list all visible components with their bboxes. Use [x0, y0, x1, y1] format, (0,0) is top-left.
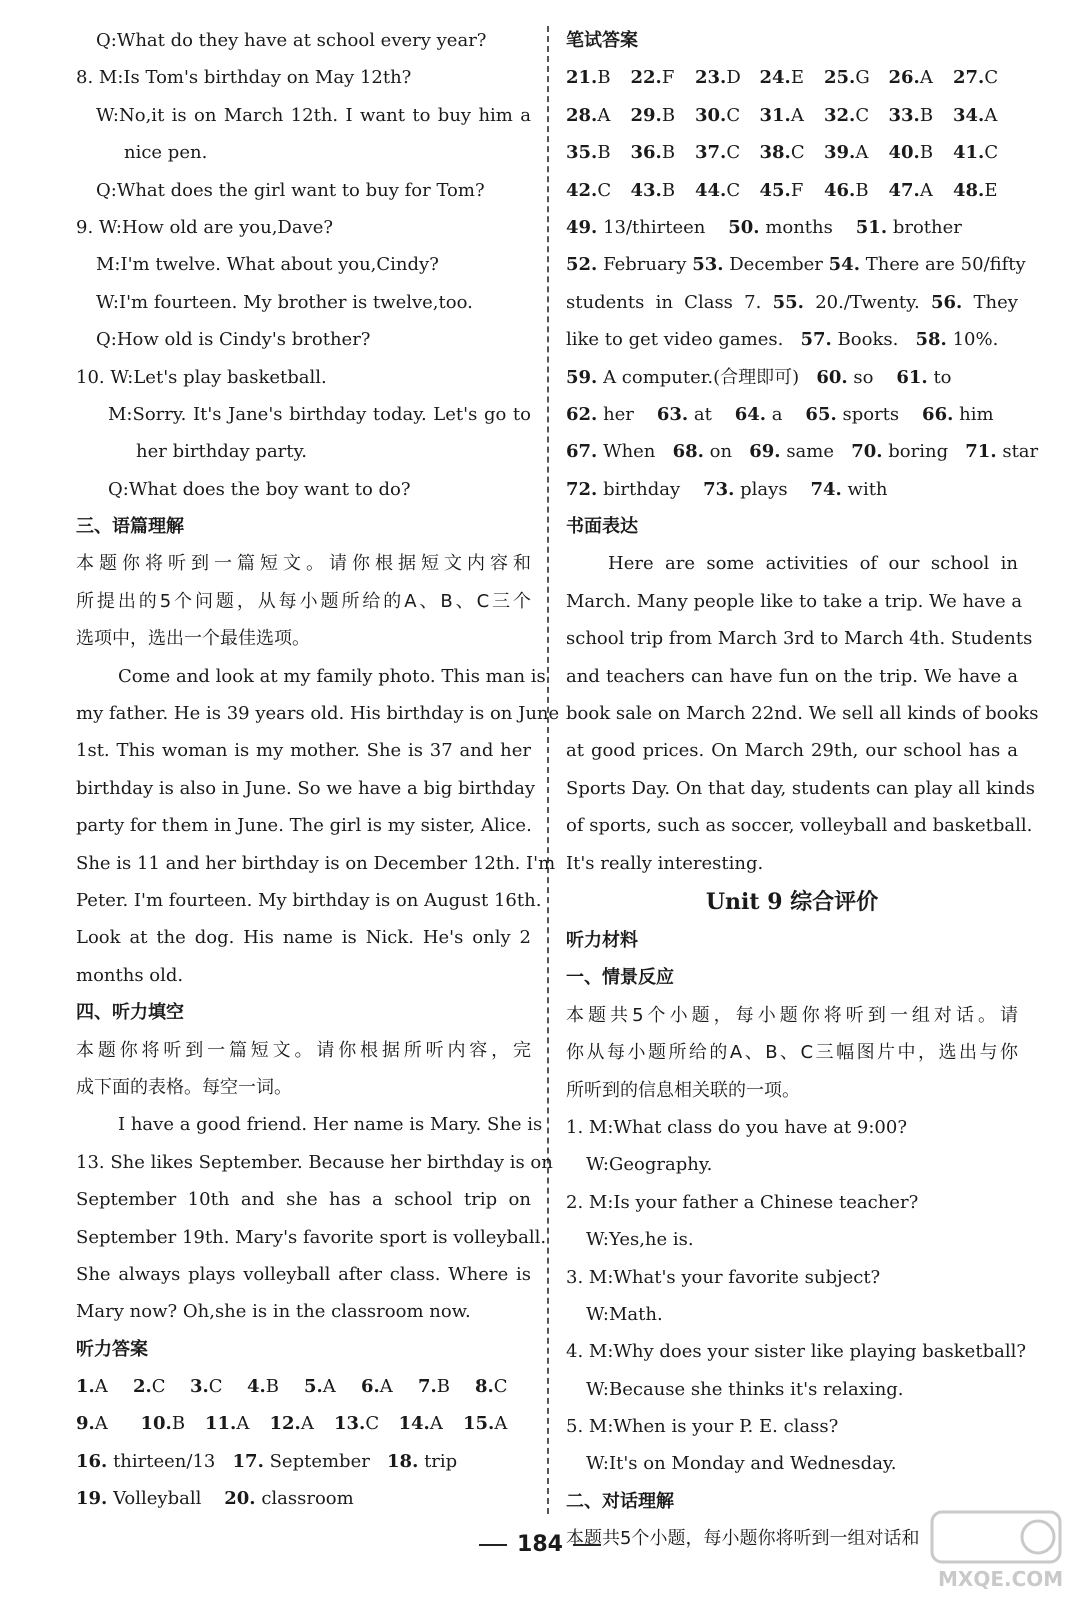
section-heading: 三、语篇理解: [76, 516, 184, 538]
answer-item: 34.A: [953, 104, 998, 126]
answer-item: 37.C: [695, 142, 741, 164]
answer-item: 2.C: [133, 1376, 166, 1398]
answer-item: 36.B: [630, 142, 676, 164]
dash-left: [479, 1544, 507, 1546]
passage-line: party for them in June. The girl is my sister, Alice.: [76, 815, 532, 837]
answer-item: 3.C: [190, 1376, 223, 1398]
dialog-line: 3. M:What's your favorite subject?: [566, 1266, 881, 1288]
instruction-line: 选项中，选出一个最佳选项。: [76, 628, 310, 650]
left-column: [76, 22, 560, 1518]
answer-row: students in Class 7. 55. 20./Twenty. 56. They: [566, 291, 1018, 313]
answer-item: 30.C: [695, 104, 741, 126]
passage-line: Peter. I'm fourteen. My birthday is on August 16th.: [76, 889, 542, 911]
answer-item: 21.B: [566, 67, 611, 89]
answer-item: 32.C: [824, 104, 870, 126]
dialog-line: W:It's on Monday and Wednesday.: [586, 1453, 897, 1475]
dialog-line: W:I'm fourteen. My brother is twelve,too.: [96, 291, 473, 313]
answer-item: 22.F: [630, 67, 675, 89]
dialog-line: nice pen.: [124, 142, 208, 164]
section-heading: 二、对话理解: [566, 1490, 674, 1512]
dialog-line: M:I'm twelve. What about you,Cindy?: [96, 254, 439, 276]
answer-row: [76, 1405, 531, 1442]
answer-item: 47.A: [888, 179, 933, 201]
answer-row: [566, 97, 1018, 134]
answer-item: 44.C: [695, 179, 741, 201]
answer-item: 39.A: [824, 142, 869, 164]
answer-item: 45.F: [759, 179, 804, 201]
answer-row: 49. 13/thirteen 50. months 51. brother: [566, 216, 962, 238]
page-number-text: 184: [517, 1532, 563, 1557]
right-column: [566, 22, 1039, 1558]
answer-item: 38.C: [759, 142, 805, 164]
dialog-line: Q:What does the girl want to buy for Tom?: [96, 179, 485, 201]
passage-line: 13. She likes September. Because her birthday is on: [76, 1151, 553, 1173]
dialog-line: W:Geography.: [586, 1154, 713, 1176]
section-heading: 笔试答案: [566, 30, 638, 51]
passage-line: March. Many people like to take a trip. We have a: [566, 590, 1023, 612]
dialog-line: W:Yes,he is.: [586, 1229, 694, 1251]
answer-item: 1.A: [76, 1376, 108, 1398]
answer-item: 9.A: [76, 1413, 108, 1435]
dialog-line: Q:What do they have at school every year?: [96, 30, 487, 51]
passage-line: September 19th. Mary's favorite sport is volleyball.: [76, 1226, 547, 1248]
section-heading: 四、听力填空: [76, 1002, 184, 1024]
column-divider: [547, 26, 549, 1514]
dialog-line: M:Sorry. It's Jane's birthday today. Let's go to: [108, 403, 531, 425]
passage-line: school trip from March 3rd to March 4th. Students: [566, 628, 1033, 650]
answer-row: 52. February 53. December 54. There are 50/fifty: [566, 254, 1026, 276]
answer-row: 67. When 68. on 69. same 70. boring 71. star: [566, 441, 1039, 463]
answer-item: 23.D: [695, 67, 741, 89]
passage-line: months old.: [76, 964, 184, 986]
passage-line: and teachers can have fun on the trip. We have a: [566, 665, 1018, 687]
answer-row: like to get video games. 57. Books. 58. 10%.: [566, 329, 999, 351]
answer-item: 7.B: [418, 1376, 451, 1398]
answer-item: 42.C: [566, 179, 612, 201]
dialog-line: W:Because she thinks it's relaxing.: [586, 1378, 904, 1400]
dialog-line: her birthday party.: [136, 441, 308, 463]
answer-row: 19. Volleyball 20. classroom: [76, 1488, 354, 1510]
section-heading: 听力材料: [566, 929, 638, 951]
unit-title: Unit 9 综合评价: [705, 888, 879, 915]
answer-row: 72. birthday 73. plays 74. with: [566, 478, 888, 500]
instruction-line: 本题你将听到一篇短文。请你根据短文内容和: [76, 553, 531, 575]
answer-item: 26.A: [888, 67, 933, 89]
instruction-line: 所听到的信息相关联的一项。: [566, 1079, 800, 1101]
answer-item: 15.A: [463, 1413, 508, 1435]
answer-item: 6.A: [361, 1376, 393, 1398]
dialog-line: W:No,it is on March 12th. I want to buy him a: [96, 104, 531, 126]
passage-line: Look at the dog. His name is Nick. He's only 2: [76, 927, 531, 949]
passage-line: Here are some activities of our school in: [608, 553, 1018, 575]
passage-line: It's really interesting.: [566, 852, 764, 874]
passage-line: birthday is also in June. So we have a big birthday: [76, 777, 536, 799]
instruction-line: 成下面的表格。每空一词。: [76, 1076, 292, 1098]
answer-item: 5.A: [304, 1376, 336, 1398]
answer-row: 59. A computer.(合理即可) 60. so 61. to: [566, 366, 952, 388]
passage-line: 1st. This woman is my mother. She is 37 and her: [76, 740, 531, 762]
answer-item: 41.C: [953, 142, 999, 164]
answer-row: 16. thirteen/13 17. September 18. trip: [76, 1450, 458, 1472]
dialog-line: 8. M:Is Tom's birthday on May 12th?: [76, 67, 412, 89]
dialog-line: W:Math.: [586, 1303, 663, 1325]
passage-line: I have a good friend. Her name is Mary. She is: [118, 1114, 543, 1136]
instruction-line: 本题共5个小题，每小题你将听到一组对话。请: [566, 1004, 1018, 1026]
section-heading: 一、情景反应: [566, 967, 674, 989]
answer-item: 31.A: [759, 104, 804, 126]
answer-item: 10.B: [140, 1413, 186, 1435]
answer-item: 40.B: [888, 142, 934, 164]
section-heading: 书面表达: [566, 516, 638, 538]
dialog-line: 10. W:Let's play basketball.: [76, 366, 327, 388]
dash-right: [573, 1544, 601, 1546]
answer-item: 48.E: [953, 179, 998, 201]
dialog-line: 1. M:What class do you have at 9:00?: [566, 1116, 907, 1138]
dialog-line: Q:How old is Cindy's brother?: [96, 329, 371, 351]
answer-item: 12.A: [269, 1413, 314, 1435]
watermark-text: MXQE.COM: [938, 1567, 1064, 1591]
answer-item: 35.B: [566, 142, 611, 164]
passage-line: Sports Day. On that day, students can play all kinds: [566, 777, 1035, 799]
answer-item: 24.E: [759, 67, 804, 89]
answer-item: 33.B: [888, 104, 934, 126]
dialog-line: 5. M:When is your P. E. class?: [566, 1416, 839, 1438]
passage-line: She always plays volleyball after class. Where is: [76, 1263, 531, 1285]
answer-item: 28.A: [566, 104, 611, 126]
answer-item: 13.C: [334, 1413, 380, 1435]
answer-row: [566, 134, 1018, 171]
answer-item: 8.C: [475, 1376, 508, 1398]
answer-item: 27.C: [953, 67, 999, 89]
instruction-line: 你从每小题所给的A、B、C三幅图片中，选出与你: [566, 1042, 1018, 1064]
instruction-line: 所提出的5个问题，从每小题所给的A、B、C三个: [76, 590, 531, 612]
watermark-logo: [926, 1504, 1066, 1594]
passage-line: She is 11 and her birthday is on December 12th. I'm: [76, 852, 556, 874]
answer-row: [566, 59, 1018, 96]
answer-item: 11.A: [205, 1413, 250, 1435]
answer-row: [566, 172, 1018, 209]
passage-line: Come and look at my family photo. This man is: [118, 665, 546, 687]
answer-item: 14.A: [398, 1413, 443, 1435]
answer-item: 4.B: [247, 1376, 280, 1398]
instruction-line: 本题你将听到一篇短文。请你根据所听内容，完: [76, 1039, 531, 1061]
dialog-line: 4. M:Why does your sister like playing basketball?: [566, 1341, 1026, 1363]
answer-row: [76, 1368, 531, 1405]
passage-line: Mary now? Oh,she is in the classroom now.: [76, 1301, 471, 1323]
dialog-line: 2. M:Is your father a Chinese teacher?: [566, 1191, 919, 1213]
dialog-line: Q:What does the boy want to do?: [108, 478, 411, 500]
section-heading: 听力答案: [76, 1338, 148, 1360]
passage-line: of sports, such as soccer, volleyball and basketball.: [566, 815, 1033, 837]
answer-row: 62. her 63. at 64. a 65. sports 66. him: [566, 403, 994, 425]
passage-line: book sale on March 22nd. We sell all kinds of books: [566, 703, 1039, 725]
passage-line: my father. He is 39 years old. His birthday is on June: [76, 703, 560, 725]
answer-item: 46.B: [824, 179, 869, 201]
answer-item: 25.G: [824, 67, 870, 89]
passage-line: September 10th and she has a school trip on: [76, 1189, 531, 1211]
answer-item: 43.B: [630, 179, 676, 201]
answer-item: 29.B: [630, 104, 676, 126]
instruction-line: 本题共5个小题，每小题你将听到一组对话和: [566, 1528, 920, 1550]
dialog-line: 9. W:How old are you,Dave?: [76, 216, 334, 238]
passage-line: at good prices. On March 29th, our school has a: [566, 740, 1018, 762]
page-number: [0, 1532, 1080, 1557]
